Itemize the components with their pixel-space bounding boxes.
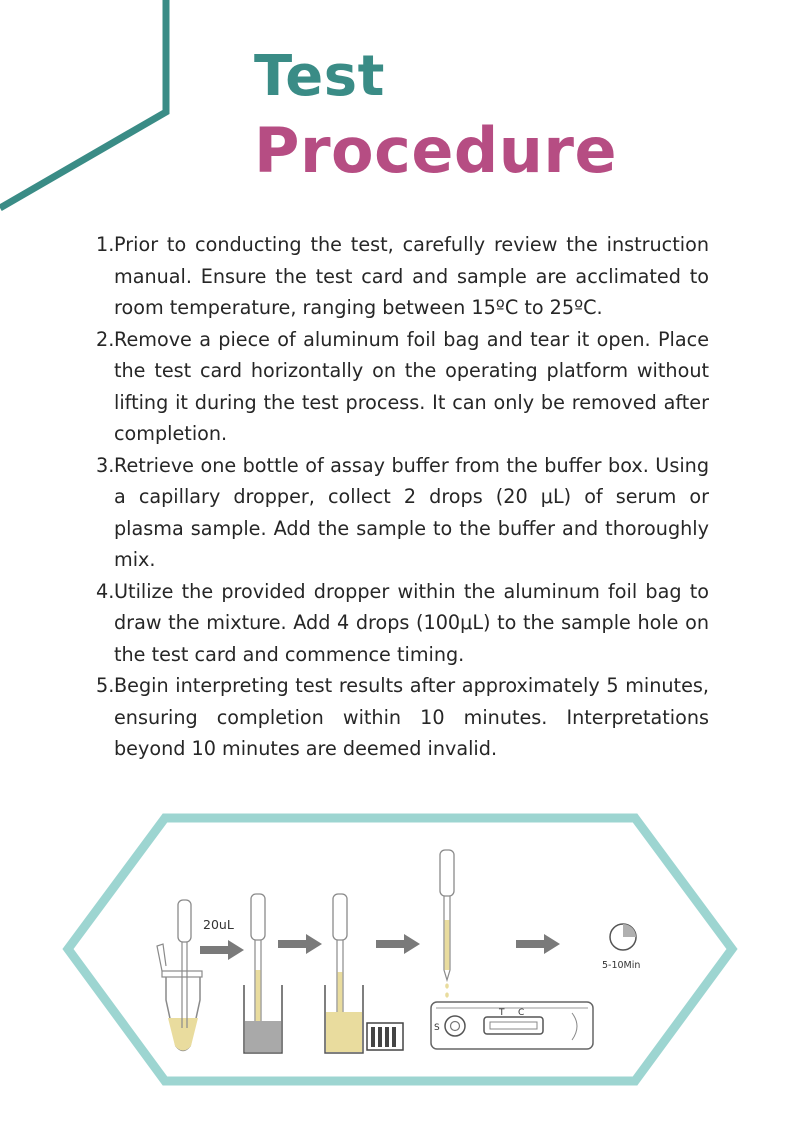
sample-tube-icon — [157, 900, 202, 1051]
volume-label: 20uL — [203, 917, 234, 932]
dropper-icon — [440, 850, 454, 998]
card-c-label: C — [518, 1008, 525, 1018]
test-card-icon — [431, 1002, 593, 1049]
step-text: Prior to conducting the test, carefully review the instruction manual. Ensure the test card and sample are acclimated to room temperature, ranging between 15ºC to 25ºC. — [114, 233, 709, 319]
procedure-steps — [96, 229, 709, 765]
card-t-label: T — [499, 1008, 505, 1018]
buffer-vial-icon — [325, 985, 363, 1053]
capillary-dropper-icon — [251, 894, 265, 1026]
buffer-vial-icon — [244, 985, 282, 1053]
arrow-icon — [200, 940, 244, 960]
step-number: 2. — [96, 327, 115, 351]
timer-icon — [610, 924, 636, 950]
step-1 — [96, 229, 709, 324]
title-procedure: Procedure — [254, 114, 618, 187]
corner-decoration — [0, 0, 180, 220]
step-2 — [96, 324, 709, 450]
capillary-dropper-icon — [333, 894, 347, 1026]
card-s-label: S — [434, 1023, 440, 1033]
buffer-box-icon — [367, 1023, 403, 1050]
step-text: Utilize the provided dropper within the aluminum foil bag to draw the mixture. Add 4 drops (100μL) to the sample hole on the test card and commence timing. — [114, 579, 709, 666]
title-test: Test — [254, 44, 385, 109]
step-number: 3. — [96, 453, 115, 477]
arrow-icon — [516, 934, 560, 954]
step-number: 1. — [96, 233, 115, 256]
arrow-icon — [278, 934, 322, 954]
timer-label: 5-10Min — [602, 960, 641, 971]
step-text: Begin interpreting test results after approximately 5 minutes, ensuring completion within 10 minutes. Interpretations beyond 10 minutes are deemed invalid. — [114, 674, 709, 760]
step-text: Retrieve one bottle of assay buffer from the buffer box. Using a capillary dropper, collect 2 drops (20 μL) of serum or plasma sample. Add the sample to the buffer and thoroughly mix. — [114, 453, 709, 571]
step-number: 4. — [96, 579, 115, 603]
step-4 — [96, 576, 709, 671]
step-3 — [96, 450, 709, 576]
step-text: Remove a piece of aluminum foil bag and tear it open. Place the test card horizontally on the operating platform without lifting it during the test process. It can only be removed after completion. — [114, 327, 709, 445]
procedure-illustration — [0, 800, 800, 1100]
step-5 — [96, 670, 709, 765]
arrow-icon — [376, 934, 420, 954]
step-number: 5. — [96, 674, 115, 697]
